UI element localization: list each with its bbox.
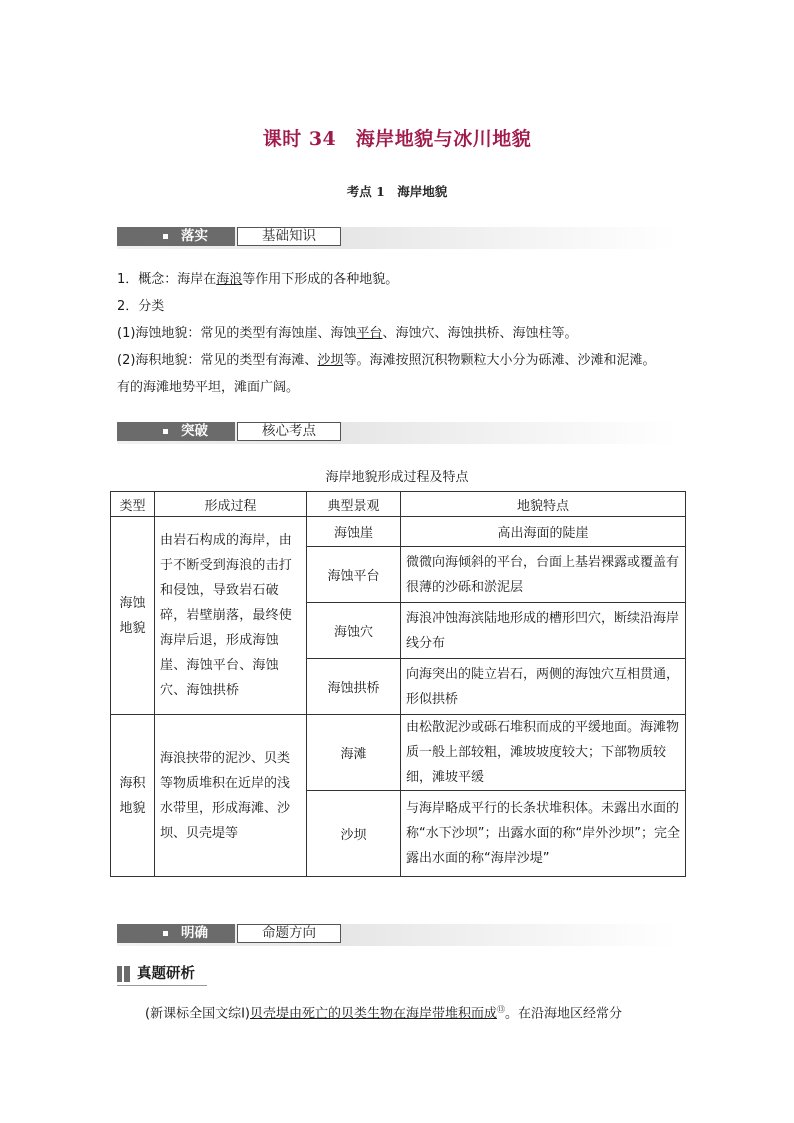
- heading-underline: [117, 985, 207, 986]
- type-cell: 海蚀 地貌: [111, 517, 155, 715]
- section-tag-light: 基础知识: [237, 227, 341, 246]
- header-landscape: 典型景观: [307, 492, 401, 517]
- basics-line-1: 1．概念：海岸在海浪等作用下形成的各种地貌。: [117, 272, 399, 287]
- feature-cell: 微微向海倾斜的平台，台面上基岩裸露或覆盖有很薄的沙砾和淤泥层: [401, 547, 686, 603]
- table-row: [111, 517, 686, 547]
- feature-cell: 海浪冲蚀海滨陆地形成的槽形凹穴，断续沿海岸线分布: [401, 603, 686, 659]
- process-cell: 海浪挟带的泥沙、贝类等物质堆积在近岸的浅水带里，形成海滩、沙坝、贝壳堤等: [155, 715, 307, 877]
- section-tag-dark: [117, 227, 235, 246]
- double-bar-icon: [117, 966, 131, 982]
- square-bullet-icon: [163, 429, 168, 434]
- process-cell: 由岩石构成的海岸，由于不断受到海浪的击打和侵蚀，导致岩石破碎，岩壁崩落，最终使海岸后退，形成海蚀崖、海蚀平台、海蚀穴、海蚀拱桥: [155, 517, 307, 715]
- landscape-cell: 沙坝: [307, 791, 401, 877]
- section-bar-core: [117, 422, 676, 444]
- research-paragraph: (新课标全国文综Ⅰ)贝壳堤由死亡的贝类生物在海岸带堆积而成⑬。在沿海地区经常分: [145, 1005, 623, 1022]
- table-caption: 海岸地貌形成过程及特点: [325, 470, 469, 485]
- basics-line-4: (2)海积地貌：常见的类型有海滩、沙坝等。海滩按照沉积物颗粒大小分为砾滩、沙滩和泥滩。: [117, 353, 656, 368]
- table-row: [111, 715, 686, 791]
- square-bullet-icon: [163, 931, 168, 936]
- landscape-cell: 海蚀拱桥: [307, 659, 401, 715]
- header-feature: 地貌特点: [401, 492, 686, 517]
- type-cell: 海积 地貌: [111, 715, 155, 877]
- landform-table: [110, 491, 686, 877]
- section-tag-label: 落实: [181, 228, 208, 244]
- basics-content: [117, 266, 679, 401]
- landscape-cell: 海蚀平台: [307, 547, 401, 603]
- table-header-row: [111, 492, 686, 517]
- landscape-cell: 海蚀崖: [307, 517, 401, 547]
- section-tag-dark: [117, 924, 235, 943]
- header-process: 形成过程: [155, 492, 307, 517]
- feature-cell: 高出海面的陡崖: [401, 517, 686, 547]
- landscape-cell: 海滩: [307, 715, 401, 791]
- feature-cell: 与海岸略成平行的长条状堆积体。未露出水面的称“水下沙坝”；出露水面的称“岸外沙坝”；完全露出水面的称“海岸沙堤”: [401, 791, 686, 877]
- landscape-cell: 海蚀穴: [307, 603, 401, 659]
- basics-line-2: 2．分类: [117, 299, 165, 314]
- basics-line-3: (1)海蚀地貌：常见的类型有海蚀崖、海蚀平台、海蚀穴、海蚀拱桥、海蚀柱等。: [117, 326, 578, 341]
- section-tag-dark: [117, 422, 235, 441]
- research-heading-label: 真题研析: [137, 966, 195, 982]
- feature-cell: 由松散泥沙或砾石堆积而成的平缓地面。海滩物质一般上部较粗，滩坡坡度较大；下部物质较细，滩坡平缓: [401, 715, 686, 791]
- section-bar-direction: [117, 924, 676, 946]
- section-tag-light: 命题方向: [237, 924, 341, 943]
- header-type: 类型: [111, 492, 155, 517]
- basics-line-5: 有的海滩地势平坦，滩面广阔。: [117, 380, 300, 395]
- feature-cell: 向海突出的陡立岩石，两侧的海蚀穴互相贯通，形似拱桥: [401, 659, 686, 715]
- section-tag-light: 核心考点: [237, 422, 341, 441]
- section-bar-basics: [117, 227, 676, 249]
- square-bullet-icon: [163, 234, 168, 239]
- section-tag-label: 突破: [181, 423, 208, 439]
- section-subtitle: 考点 1 海岸地貌: [346, 184, 448, 199]
- section-tag-label: 明确: [181, 925, 208, 941]
- page-title: 课时 34 海岸地貌与冰川地貌: [262, 128, 532, 150]
